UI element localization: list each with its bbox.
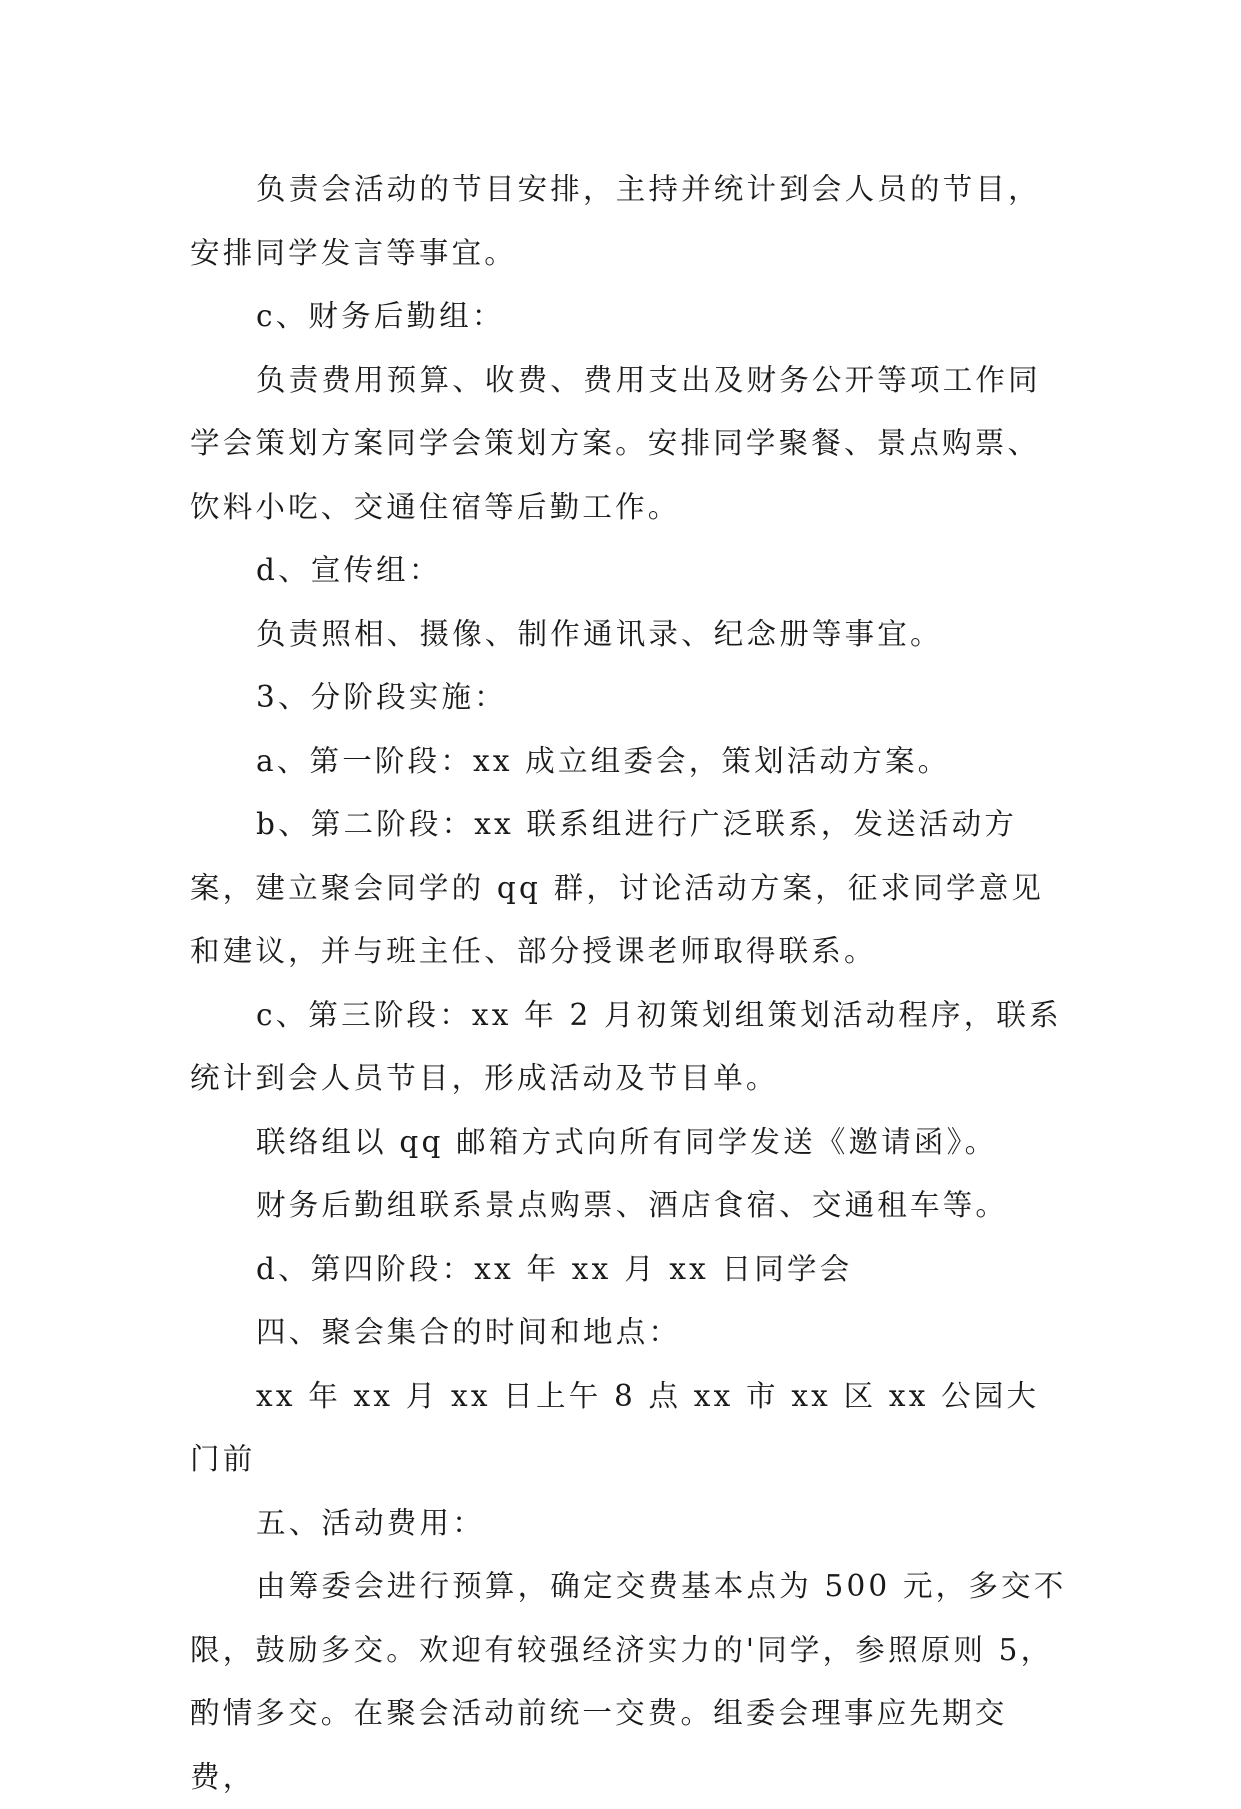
paragraph-phase-four: d、第四阶段：xx 年 xx 月 xx 日同学会: [256, 1251, 853, 1286]
paragraph-publicity-duties: 负责照相、摄像、制作通讯录、纪念册等事宜。: [256, 616, 943, 651]
paragraph-finance-duties: 负责费用预算、收费、费用支出及财务公开等项工作同学会策划方案同学会策划方案。安排同学聚餐、景点购票、饮料小吃、交通住宿等后勤工作。: [190, 362, 1041, 524]
paragraph-invitation: 联络组以 qq 邮箱方式向所有同学发送《邀请函》。: [256, 1124, 998, 1159]
paragraph-program-duties: 负责会活动的节目安排，主持并统计到会人员的节目，安排同学发言等事宜。: [190, 172, 1041, 270]
paragraph-meeting-location: xx 年 xx 月 xx 日上午 8 点 xx 市 xx 区 xx 公园大门前: [190, 1378, 1040, 1476]
heading-activity-fees: 五、活动费用：: [256, 1505, 485, 1540]
paragraph-phase-three: c、第三阶段：xx 年 2 月初策划组策划活动程序，联系统计到会人员节目，形成活动及节目单。: [190, 997, 1062, 1095]
heading-publicity-group: d、宣传组：: [256, 553, 442, 587]
heading-phased-implementation: 3、分阶段实施：: [256, 680, 507, 714]
heading-finance-logistics-group: c、财务后勤组：: [256, 299, 505, 333]
paragraph-fee-details: 由筹委会进行预算，确定交费基本点为 500 元，多交不限，鼓励多交。欢迎有较强经济实力的'同学，参照原则 5，酌情多交。在聚会活动前统一交费。组委会理事应先期交费，: [190, 1569, 1067, 1794]
heading-time-and-place: 四、聚会集合的时间和地点：: [256, 1315, 682, 1349]
paragraph-logistics-booking: 财务后勤组联系景点购票、酒店食宿、交通租车等。: [256, 1188, 1009, 1222]
paragraph-phase-one: a、第一阶段：xx 成立组委会，策划活动方案。: [256, 743, 951, 778]
document-body: [190, 158, 1070, 1809]
paragraph-phase-two: b、第二阶段：xx 联系组进行广泛联系，发送活动方案，建立聚会同学的 qq 群，讨论活动方案，征求同学意见和建议，并与班主任、部分授课老师取得联系。: [190, 807, 1045, 968]
